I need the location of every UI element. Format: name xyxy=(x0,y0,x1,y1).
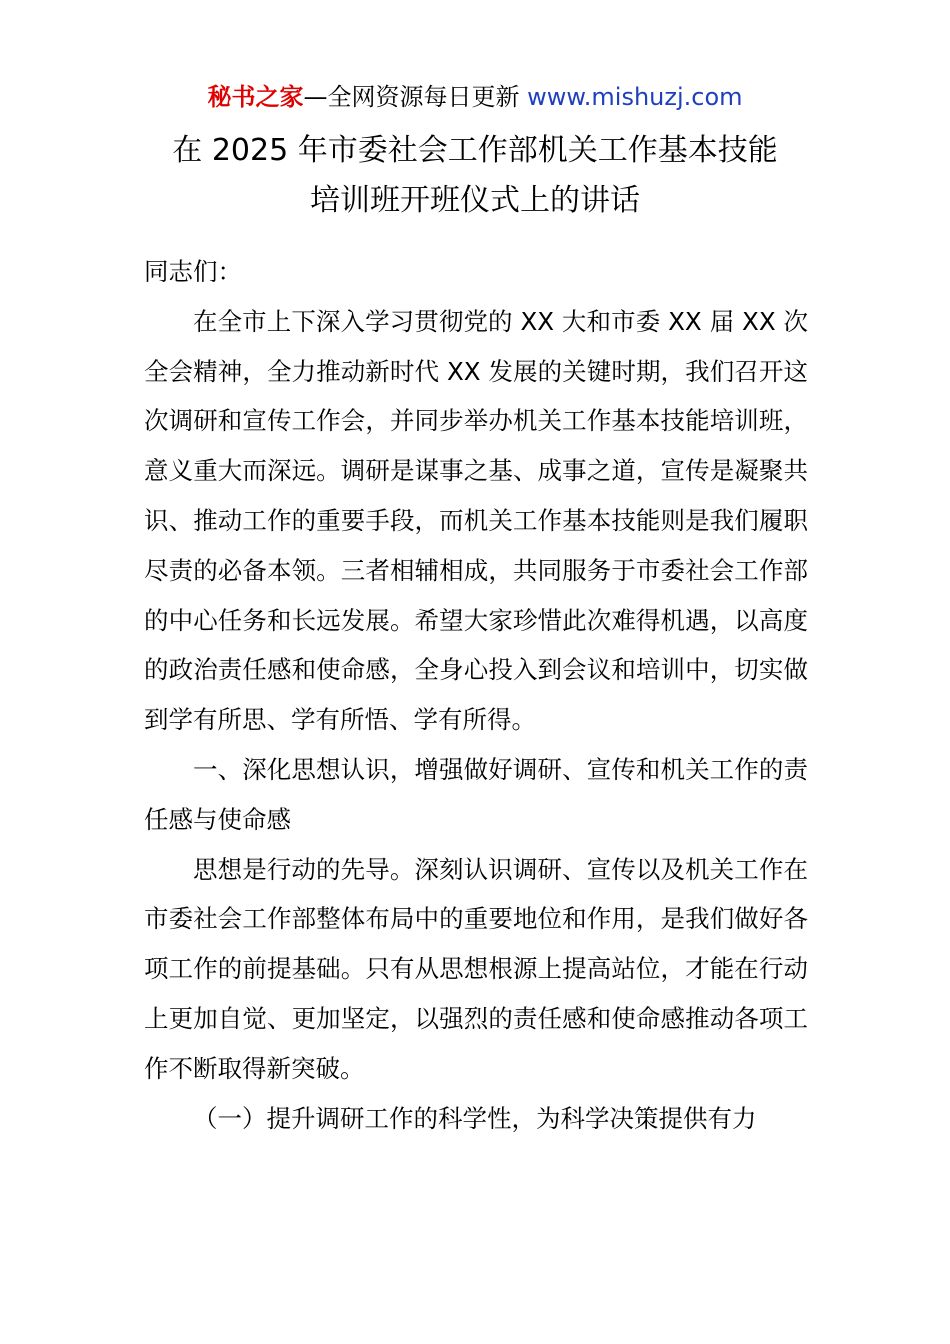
title-line-2: 培训班开班仪式上的讲话 xyxy=(310,183,640,218)
site-tagline: —全网资源每日更新 xyxy=(303,83,520,111)
subsection-heading-1: （一）提升调研工作的科学性，为科学决策提供有力 xyxy=(193,1103,757,1133)
salutation: 同志们： xyxy=(144,257,242,286)
site-brand: 秘书之家 xyxy=(207,83,304,111)
paragraph-section-1: 思想是行动的先导。深刻认识调研、宣传以及机关工作在市委社会工作部整体布局中的重要地位和作用，是我们做好各项工作的前提基础。只有从思想根源上提高站位，才能在行动上更加自觉、更加坚定，以强烈的责任感和使命感推动各项工作不断取得新突破。 xyxy=(144,854,808,1083)
title-line-1: 在 2025 年市委社会工作部机关工作基本技能 xyxy=(172,133,778,168)
site-header xyxy=(0,80,950,114)
site-url-link[interactable]: www.mishuzj.com xyxy=(527,83,743,111)
document-body xyxy=(144,247,808,1143)
section-heading-1: 一、深化思想认识，增强做好调研、宣传和机关工作的责任感与使命感 xyxy=(144,754,808,834)
document-title xyxy=(0,126,950,226)
paragraph-intro: 在全市上下深入学习贯彻党的 XX 大和市委 XX 届 XX 次全会精神，全力推动新时代 XX 发展的关键时期，我们召开这次调研和宣传工作会，并同步举办机关工作基本技能培训班，意义重大而深远。调研是谋事之基、成事之道，宣传是凝聚共识、推动工作的重要手段，而机关工作基本技能则是我们履职尽责的必备本领。三者相辅相成，共同服务于市委社会工作部的中心任务和长远发展。希望大家珍惜此次难得机遇，以高度的政治责任感和使命感，全身心投入到会议和培训中，切实做到学有所思、学有所悟、学有所得。 xyxy=(144,306,808,735)
